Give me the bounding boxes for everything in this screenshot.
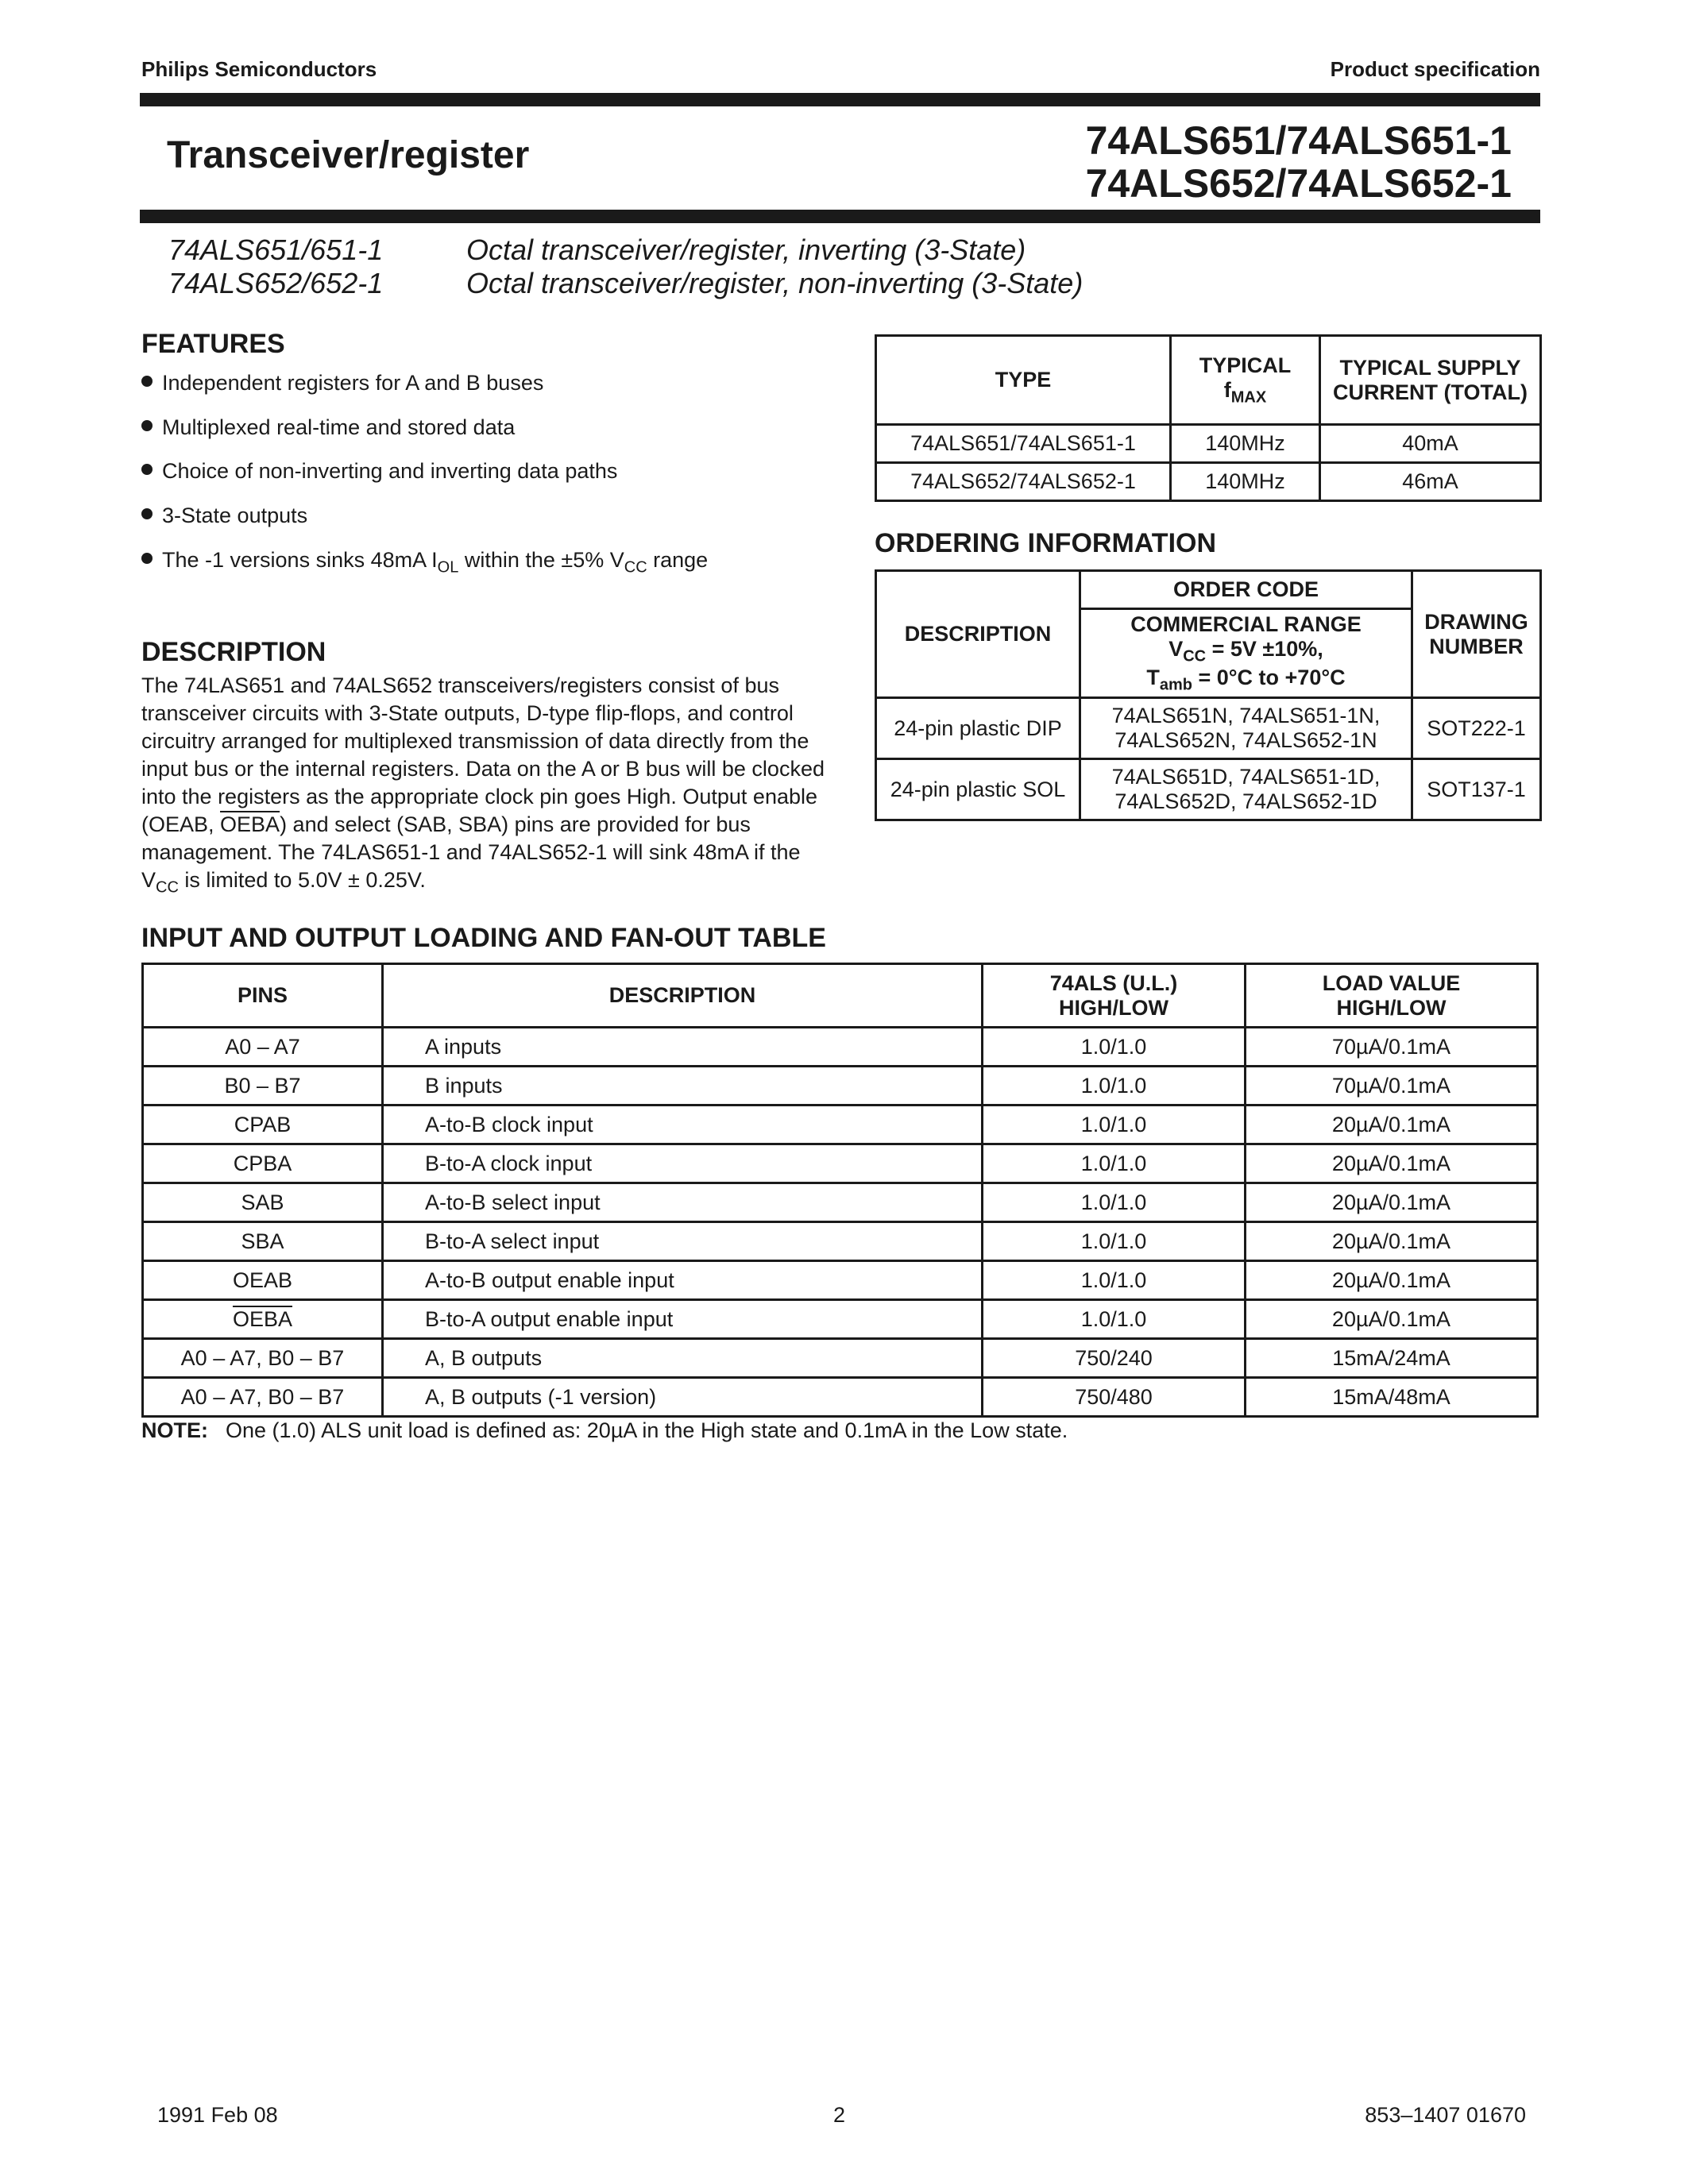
- page-number: 2: [833, 2103, 846, 2127]
- th-load-value: LOAD VALUE HIGH/LOW: [1246, 964, 1538, 1028]
- type-table: [875, 334, 1542, 502]
- table-row: OEBA B-to-A output enable input 1.0/1.0 20µA/0.1mA: [143, 1300, 1538, 1339]
- th-supply: TYPICAL SUPPLY CURRENT (TOTAL): [1320, 336, 1541, 425]
- bullet-icon: [141, 376, 153, 387]
- subtitle-part-1: 74ALS651/651-1: [168, 233, 384, 266]
- ordering-heading: ORDERING INFORMATION: [875, 528, 1217, 558]
- io-table: [141, 963, 1539, 1418]
- bullet-icon: [141, 508, 153, 519]
- subtitle-part-2: 74ALS652/652-1: [168, 267, 384, 299]
- footer-code: 853–1407 01670: [1365, 2103, 1526, 2127]
- subtitle-text-1: Octal transceiver/register, inverting (3-State): [466, 233, 1026, 266]
- table-row: CPBA B-to-A clock input 1.0/1.0 20µA/0.1mA: [143, 1144, 1538, 1183]
- table-row: SBA B-to-A select input 1.0/1.0 20µA/0.1mA: [143, 1222, 1538, 1261]
- feature-item: The -1 versions sinks 48mA $I_{OL}$ within the ±5% $V_{CC}$ range: [141, 548, 708, 577]
- part-number-2: 74ALS652/74ALS652-1: [1085, 161, 1512, 206]
- th-fmax: TYPICAL $f_{MAX}$: [1171, 336, 1320, 425]
- th-description: DESCRIPTION: [876, 571, 1080, 698]
- bullet-icon: [141, 464, 153, 475]
- feature-item: 3-State outputs: [141, 504, 307, 528]
- table-row: B0 – B7 B inputs 1.0/1.0 70µA/0.1mA: [143, 1067, 1538, 1106]
- th-pins: PINS: [143, 964, 383, 1028]
- ordering-table: [875, 569, 1542, 821]
- th-unit-load: 74ALS (U.L.) HIGH/LOW: [983, 964, 1246, 1028]
- th-commercial-range: COMMERCIAL RANGE $V_{CC} = 5V \pm 10\%$, $T_{amb} = 0^\circ C$ to +70°C: [1080, 609, 1412, 698]
- subtitle-text-2: Octal transceiver/register, non-inverting (3-State): [466, 267, 1083, 299]
- table-note: NOTE: One (1.0) ALS unit load is defined as: 20µA in the High state and 0.1mA in the Low state.: [141, 1418, 1068, 1442]
- th-drawing: DRAWING NUMBER: [1412, 571, 1541, 698]
- company-name: Philips Semiconductors: [141, 57, 377, 81]
- table-row: CPAB A-to-B clock input 1.0/1.0 20µA/0.1mA: [143, 1106, 1538, 1144]
- table-row: 24-pin plastic SOL 74ALS651D, 74ALS651-1D, 74ALS652D, 74ALS652-1D SOT137-1: [876, 759, 1541, 820]
- doc-type: Product specification: [1330, 57, 1540, 81]
- footer-date: 1991 Feb 08: [157, 2103, 278, 2127]
- table-row: A0 – A7, B0 – B7 A, B outputs 750/240 15mA/24mA: [143, 1339, 1538, 1378]
- top-rule: [140, 93, 1540, 106]
- table-row: A0 – A7, B0 – B7 A, B outputs (-1 version) 750/480 15mA/48mA: [143, 1378, 1538, 1417]
- table-row: A0 – A7 A inputs 1.0/1.0 70µA/0.1mA: [143, 1028, 1538, 1067]
- bullet-icon: [141, 420, 153, 431]
- table-row: 74ALS652/74ALS652-1 140MHz 46mA: [876, 463, 1541, 501]
- feature-item: Multiplexed real-time and stored data: [141, 415, 515, 440]
- description-text: The 74LAS651 and 74ALS652 transceivers/registers consist of bus transceiver circuits with 3-State outputs, D-type flip-flops, and control circuitry arranged for multiplexed transmission of data directly from the input bus or the internal registers. Data on the A or B bus will be clocked into the registers as the appropriate clock pin goes High. Output enable (OEAB, OEBA) and select (SAB, SBA) pins are provided for bus management. The 74LAS651-1 and 74ALS652-1 will sink 48mA if the $V_{CC}$ is limited to 5.0V ± 0.25V.: [141, 673, 825, 897]
- table-row: 74ALS651/74ALS651-1 140MHz 40mA: [876, 425, 1541, 463]
- table-row: SAB A-to-B select input 1.0/1.0 20µA/0.1mA: [143, 1183, 1538, 1222]
- table-row: OEAB A-to-B output enable input 1.0/1.0 20µA/0.1mA: [143, 1261, 1538, 1300]
- feature-item: Independent registers for A and B buses: [141, 371, 543, 396]
- part-number-1: 74ALS651/74ALS651-1: [1085, 118, 1512, 163]
- th-description: DESCRIPTION: [383, 964, 983, 1028]
- feature-item: Choice of non-inverting and inverting data paths: [141, 459, 617, 484]
- bullet-icon: [141, 553, 153, 564]
- page-title: Transceiver/register: [167, 134, 530, 176]
- th-type: TYPE: [876, 336, 1171, 425]
- mid-rule: [140, 210, 1540, 223]
- description-heading: DESCRIPTION: [141, 637, 326, 667]
- io-table-heading: INPUT AND OUTPUT LOADING AND FAN-OUT TABLE: [141, 923, 826, 953]
- features-heading: FEATURES: [141, 329, 285, 359]
- table-row: 24-pin plastic DIP 74ALS651N, 74ALS651-1N, 74ALS652N, 74ALS652-1N SOT222-1: [876, 698, 1541, 759]
- th-order-code: ORDER CODE: [1080, 571, 1412, 609]
